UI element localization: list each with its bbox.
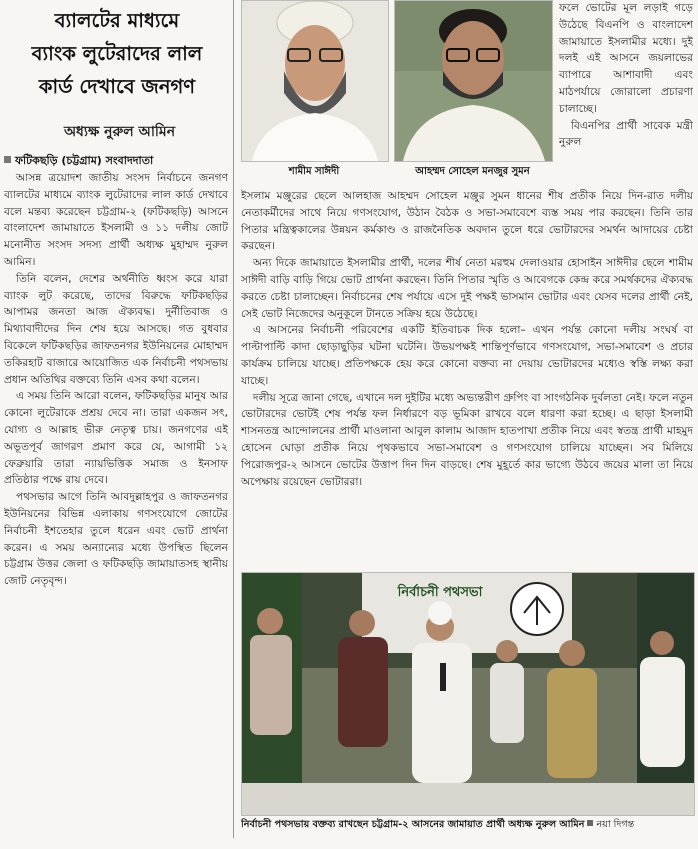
headline-line-3: কার্ড দেখাবে জনগণ bbox=[38, 75, 196, 98]
right-paragraph-1: ফলে ভোটের মূল লড়াই গড়ে উঠেছে বিএনপি ও বাংলাদেশ জামায়াতে ইসলামীর মধ্যে। দুই দলই এই আসনে জয়লাভের ব্যাপারে আশাবাদী এবং মাঠপর্যায়ে জোরালো প্রচারণা চালাচ্ছে। bbox=[559, 2, 693, 115]
event-photo-caption bbox=[241, 818, 693, 833]
dateline bbox=[4, 152, 230, 171]
wide-paragraph-1: ইসলাম মঞ্জুরের ছেলে আলহাজ আহম্মদ সোহেল মঞ্জুর সুমন ধানের শীষ প্রতীক নিয়ে দিন-রাত দলীয় নেতাকর্মীদের সাথে নিয়ে গণসংযোগ, উঠান বৈঠক ও সভা-সমাবেশে ব্যস্ত সময় পার করছেন। তিনি তার পিতার মন্ত্রিত্বকালের উন্নয়ন কর্মকাণ্ড ও রাজনৈতিক অবদান তুলে ধরে ভোটারদের সমর্থন আদায়ের চেষ্টা করছেন। bbox=[241, 190, 693, 253]
credit-square-icon bbox=[587, 820, 593, 826]
portrait-shamim-image bbox=[242, 1, 388, 161]
portrait-photo-shamim-saydee bbox=[241, 0, 389, 162]
left-paragraph-2: তিনি বলেন, দেশের অর্থনীতি ধ্বংস করে যারা ব্যাংক লুট করেছে, তাদের বিরুদ্ধে ফটিকছড়ির আপামর জনতা আজ ঐক্যবদ্ধ। দুর্নীতিবাজ ও মিথ্যাবাদীদের দিন শেষ হয়ে আসছে। গত বুধবার বিকেলে ফটিকছড়ির জাফতনগর ইউনিয়নের মোহাম্মদ তকিরহাট বাজারে আয়োজিত এক নির্বাচনী পথসভায় প্রধান অতিথির বক্তব্যে তিনি এসব কথা বলেন। bbox=[4, 272, 228, 386]
left-paragraph-1: আসন্ন ত্রয়োদশ জাতীয় সংসদ নির্বাচনে জনগণ ব্যালটের মাধ্যমে ব্যাংক লুটেরাদের লাল কার্ড দেখাবে বলে মন্তব্য করেছেন চট্টগ্রাম-২ (ফটিকছড়ি) আসনে বাংলাদেশ জামায়াতে ইসলামী ও ১১ দলীয় জোট মনোনীত সংসদ সদস্য প্রার্থী অধ্যক্ষ মুহাম্মদ নুরুল আমিন। bbox=[4, 172, 228, 268]
event-photo bbox=[241, 572, 695, 816]
banner-text: নির্বাচনী পথসভা bbox=[397, 585, 483, 600]
portrait-sohel-image bbox=[395, 1, 552, 161]
caption-shamim-saydee: শামীম সাঈদী bbox=[288, 166, 340, 177]
wide-paragraph-4: দলীয় সূত্রে জানা গেছে, এখানে দল দুইটির মধ্যে অভ্যন্তরীণ গ্রুপিং বা সাংগঠনিক দুর্বলতা নেই। ফলে নতুন ভোটারদের ভোটই শেষ পর্যন্ত ফল নির্ধারণে বড় ভূমিকা রাখবে বলে ধারণা করা হচ্ছে। এ ছাড়া ইসলামী শাসনতন্ত্র আন্দোলনের প্রার্থী মাওলানা আবুল কালাম আজাদ হাতপাখা প্রতীক নিয়ে এবং স্বতন্ত্র প্রার্থী মাহমুদ হোসেন ঘোড়া প্রতীক নিয়ে পৃথকভাবে সভা-সমাবেশ ও গণসংযোগ চালিয়ে যাচ্ছেন। সব মিলিয়ে পিরোজপুর-২ আসনে ভোটের উত্তাপ দিন দিন বাড়ছে। শেষ মুহূর্তে কার ভাগ্যে উঠবে জয়ের মালা তা নিয়ে অপেক্ষায় রয়েছেন ভোটাররা। bbox=[241, 391, 693, 488]
wide-article-column bbox=[241, 188, 693, 568]
column-divider bbox=[233, 0, 234, 838]
dateline-text: ফটিকছড়ি (চট্টগ্রাম) সংবাদদাতা bbox=[15, 154, 154, 167]
right-paragraph-2: বিএনপির প্রার্থী সাবেক মন্ত্রী নুরুল bbox=[559, 119, 693, 149]
photo-credit: নয়া দিগন্ত bbox=[596, 819, 635, 830]
event-photo-image bbox=[242, 573, 694, 815]
headline bbox=[6, 4, 228, 103]
wide-paragraph-2: অন্য দিকে জামায়াতে ইসলামীর প্রার্থী, দলের শীর্ষ নেতা মরহুম দেলাওয়ার হোসাইন সাঈদীর ছেলে শামীম সাঈদী বাড়ি বাড়ি গিয়ে ভোট প্রার্থনা করছেন। তিনি পিতার স্মৃতি ও আবেগকে কেন্দ্র করে সমর্থকদের ঐক্যবদ্ধ করতে চেষ্টা চালাচ্ছেন। নির্বাচনের শেষ পর্যায়ে এসে দুই পক্ষই ভাসমান ভোটার এবং যেসব দলের প্রার্থী নেই, সেই ভোট নিজেদের অনুকূলে টানতে সক্রিয় হয়ে উঠেছে। bbox=[241, 257, 693, 320]
wide-paragraph-3: এ আসনের নির্বাচনী পরিবেশের একটি ইতিবাচক দিক হলো– এখন পর্যন্ত কোনো দলীয় সংঘর্ষ বা পাল্টাপাল্টি কাদা ছোড়াছুড়ির ঘটনা ঘটেনি। উভয়পক্ষই শান্তিপূর্ণভাবে গণসংযোগ, সভা-সমাবেশ ও প্রচার কার্যক্রম চালিয়ে যাচ্ছে। প্রতিপক্ষকে হেয় করে কোনো বক্তব্য না দেয়ায় ভোটারদের মধ্যেও স্বস্তি লক্ষ্য করা যাচ্ছে। bbox=[241, 324, 693, 387]
headline-line-1: ব্যালটের মাধ্যমে bbox=[54, 9, 180, 32]
left-paragraph-4: পথসভার আগে তিনি আবদুল্লাহপুর ও জাফতনগর ইউনিয়নের বিভিন্ন এলাকায় গণসংযোগে জোটের নির্বাচনী ইশতেহার তুলে ধরেন এবং ভোট প্রার্থনা করেন। এ সময় অন্যান্যের মধ্যে উপস্থিত ছিলেন চট্টগ্রাম উত্তর জেলা ও ফটিকছড়ি জামায়াতসহ স্থানীয় জোট নেতৃবৃন্দ। bbox=[4, 491, 228, 588]
byline: অধ্যক্ষ নুরুল আমিন bbox=[63, 124, 176, 140]
portrait-photo-sohel-sumon bbox=[394, 0, 553, 162]
event-caption-text: নির্বাচনী পথসভায় বক্তব্য রাখছেন চট্টগ্রাম-২ আসনের জামায়াত প্রার্থী অধ্যক্ষ নুরুল আমিন bbox=[241, 819, 585, 830]
microphone-icon bbox=[440, 663, 446, 691]
right-top-column bbox=[559, 0, 693, 186]
bullet-square-icon bbox=[4, 156, 11, 163]
caption-sohel-sumon: আহম্মদ সোহেল মনজুর সুমন bbox=[415, 166, 530, 177]
headline-line-2: ব্যাংক লুটেরাদের লাল bbox=[31, 42, 203, 65]
left-article-column bbox=[4, 170, 228, 838]
left-paragraph-3: এ সময় তিনি আরো বলেন, ফটিকছড়ির মানুষ আর কোনো লুটেরাকে প্রশ্রয় দেবে না। তারা একজন সৎ, যোগ্য ও আল্লাহ ভীরু নেতৃত্ব চায়। জনগণের এই অভূতপূর্ব জাগরণ প্রমাণ করে যে, আগামী ১২ ফেব্রুয়ারি তারা ন্যায়ভিত্তিক সমাজ ও ইনসাফ প্রতিষ্ঠার পক্ষে রায় দেবে। bbox=[4, 390, 228, 487]
